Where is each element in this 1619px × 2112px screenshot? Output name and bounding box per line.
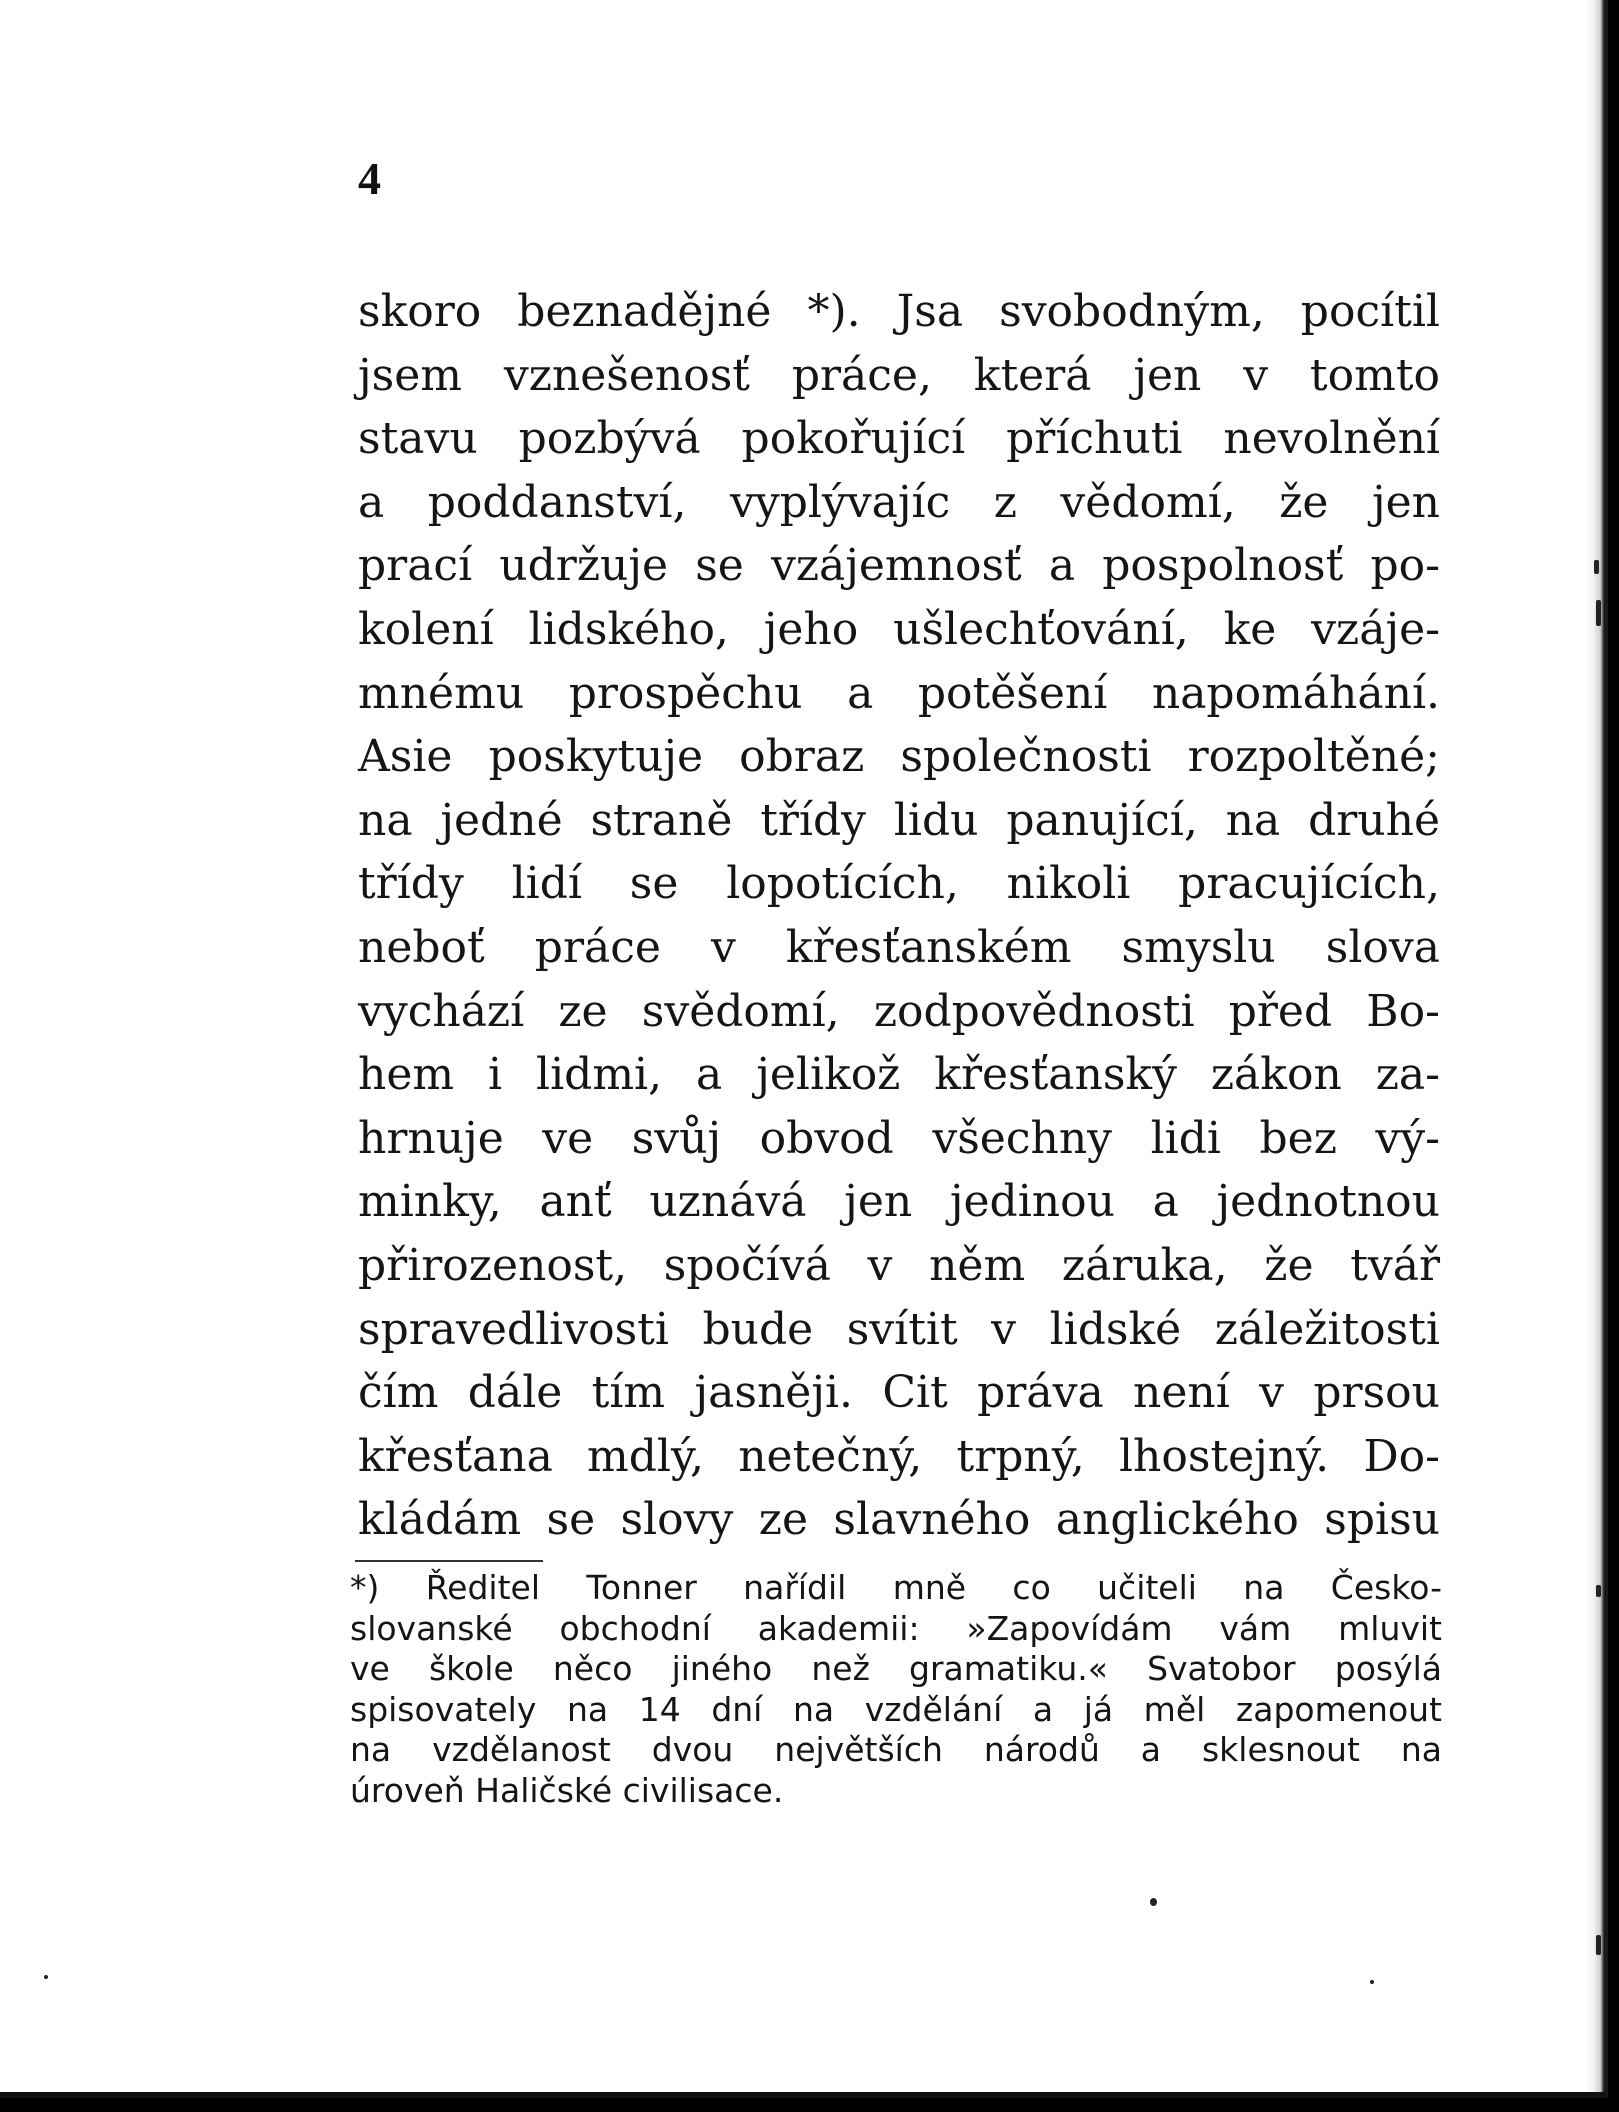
text-line: jsem vznešenosť práce, která jen v tomto: [358, 349, 1440, 401]
print-speck: [44, 1975, 48, 1979]
print-speck: [1370, 1980, 1374, 1984]
text-line: čím dále tím jasněji. Cit práva není v prsou: [358, 1367, 1440, 1419]
print-speck: [1594, 560, 1599, 574]
footnote-line: ve škole něco jiného než gramatiku.« Svatobor posýlá: [350, 1649, 1442, 1688]
print-speck: [1596, 600, 1601, 626]
text-line: minky, anť uznává jen jedinou a jednotnou: [358, 1176, 1440, 1228]
text-line: kolení lidského, jeho ušlechťování, ke vzáje-: [358, 603, 1440, 655]
page-edge: [1586, 0, 1604, 2098]
footnote: [350, 1568, 1442, 1811]
text-line: přirozenost, spočívá v něm záruka, že tvář: [358, 1239, 1440, 1291]
text-line: vychází ze svědomí, zodpovědnosti před Bo-: [358, 985, 1440, 1037]
print-speck: [1150, 1898, 1157, 1906]
main-text: [358, 280, 1440, 1552]
text-line: na jedné straně třídy lidu panující, na druhé: [358, 794, 1440, 846]
print-speck: [1596, 1585, 1601, 1597]
text-line: Asie poskytuje obraz společnosti rozpoltěné;: [358, 731, 1440, 783]
text-line: stavu pozbývá pokořující příchuti nevolnění: [358, 413, 1440, 465]
footnote-line: úroveň Haličské civilisace.: [350, 1770, 784, 1810]
text-line: třídy lidí se lopotících, nikoli pracujících,: [358, 858, 1440, 910]
page-number: 4: [358, 153, 381, 204]
text-line: skoro beznadějné *). Jsa svobodným, pocítil: [358, 286, 1440, 337]
print-speck: [1596, 1935, 1601, 1955]
footnote-line: na vzdělanost dvou největších národů a sklesnout na: [350, 1730, 1442, 1769]
text-line: hem i lidmi, a jelikož křesťanský zákon za-: [358, 1049, 1440, 1101]
text-line: neboť práce v křesťanském smyslu slova: [358, 921, 1440, 973]
text-line: křesťana mdlý, netečný, trpný, lhostejný. Do-: [358, 1430, 1440, 1482]
text-line: prací udržuje se vzájemnosť a pospolnosť po-: [358, 540, 1440, 592]
footnote-line: slovanské obchodní akademii: »Zapovídám vám mluvit: [350, 1608, 1442, 1648]
text-line: kládám se slovy ze slavného anglického spisu: [358, 1494, 1440, 1546]
footnote-line: *) Ředitel Tonner nařídil mně co učiteli na Česko-: [350, 1568, 1442, 1607]
text-line: spravedlivosti bude svítit v lidské záležitosti: [358, 1303, 1440, 1355]
text-line: mnému prospěchu a potěšení napomáhání.: [358, 667, 1440, 719]
text-line: hrnuje ve svůj obvod všechny lidi bez vý-: [358, 1112, 1440, 1164]
footnote-line: spisovately na 14 dní na vzdělání a já měl zapomenout: [350, 1689, 1442, 1729]
footnote-divider: [355, 1560, 543, 1562]
text-line: a poddanství, vyplývajíc z vědomí, že jen: [358, 476, 1440, 528]
